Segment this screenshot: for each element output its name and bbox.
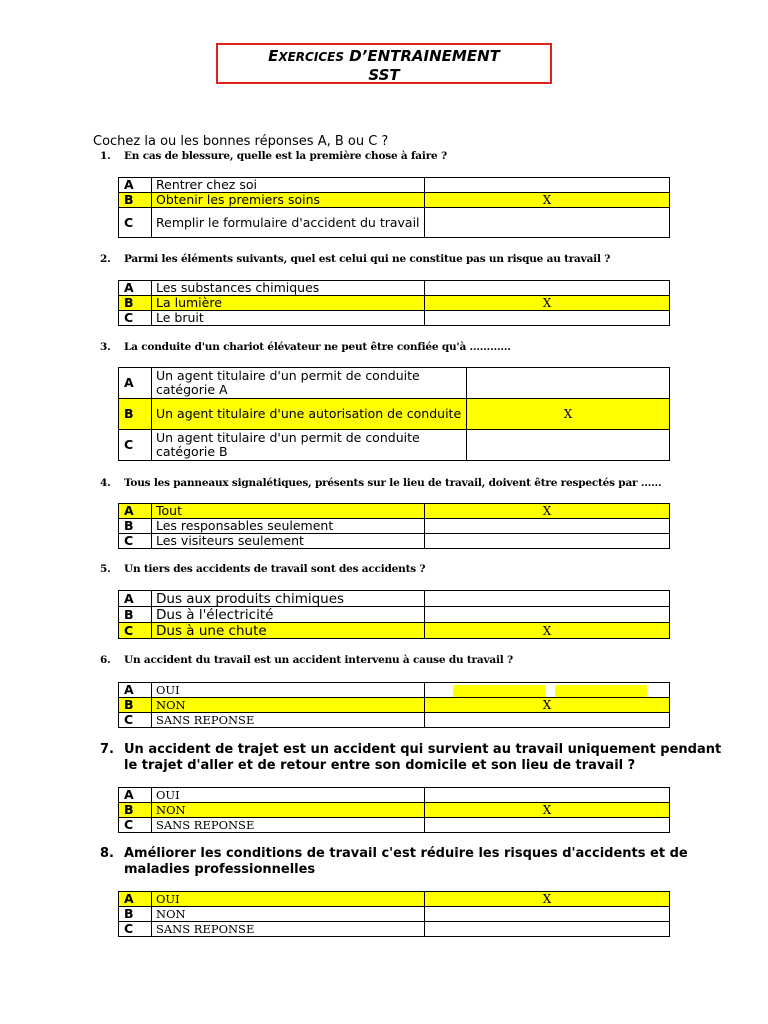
question-8 xyxy=(100,846,724,878)
answer-row[interactable] xyxy=(119,368,670,399)
answer-letter: B xyxy=(119,193,152,208)
answer-mark[interactable]: X xyxy=(425,504,670,519)
answer-text: Un agent titulaire d'un permit de conduite catégorie B xyxy=(152,430,467,461)
answer-mark[interactable]: X xyxy=(425,623,670,639)
answer-row[interactable] xyxy=(119,907,670,922)
answer-mark[interactable] xyxy=(425,907,670,922)
answer-text: La lumière xyxy=(152,296,425,311)
title-box xyxy=(216,43,552,84)
answer-letter: A xyxy=(119,683,152,698)
answer-text: OUI xyxy=(152,788,425,803)
question-text: Un accident de trajet est un accident qui survient au travail uniquement pendant le trajet d'aller et de retour entre son domicile et son lieu de travail ? xyxy=(124,742,722,773)
answer-mark[interactable] xyxy=(467,368,670,399)
answer-letter: C xyxy=(119,818,152,833)
answer-row[interactable] xyxy=(119,922,670,937)
answer-table-1 xyxy=(118,177,670,238)
answer-row[interactable] xyxy=(119,430,670,461)
question-number: 8. xyxy=(100,846,114,861)
answer-letter: C xyxy=(119,623,152,639)
answer-row[interactable] xyxy=(119,788,670,803)
answer-mark[interactable] xyxy=(425,591,670,607)
answer-mark[interactable] xyxy=(425,607,670,623)
answer-row[interactable] xyxy=(119,504,670,519)
highlight-strip-left xyxy=(453,685,545,697)
answer-table-2 xyxy=(118,280,670,326)
answer-mark[interactable] xyxy=(425,311,670,326)
answer-row[interactable] xyxy=(119,818,670,833)
answer-row[interactable] xyxy=(119,519,670,534)
question-number: 2. xyxy=(100,253,111,265)
answer-text: Rentrer chez soi xyxy=(152,178,425,193)
question-number: 1. xyxy=(100,150,111,162)
answer-mark[interactable]: X xyxy=(425,892,670,907)
answer-text: Les responsables seulement xyxy=(152,519,425,534)
answer-letter: B xyxy=(119,907,152,922)
answer-table-4 xyxy=(118,503,670,549)
title-smallcaps: XERCICES xyxy=(278,50,344,64)
question-4 xyxy=(100,477,661,489)
answer-text: Remplir le formulaire d'accident du travail xyxy=(152,208,425,238)
answer-letter: B xyxy=(119,399,152,430)
question-number: 3. xyxy=(100,341,111,353)
answer-text: Dus à l'électricité xyxy=(152,607,425,623)
question-1 xyxy=(100,150,447,162)
answer-mark[interactable] xyxy=(425,922,670,937)
answer-text: Un agent titulaire d'un permit de conduite catégorie A xyxy=(152,368,467,399)
highlight-strip-right xyxy=(555,685,647,697)
answer-mark[interactable] xyxy=(425,713,670,728)
answer-letter: B xyxy=(119,698,152,713)
answer-mark[interactable] xyxy=(425,534,670,549)
question-number: 7. xyxy=(100,742,114,757)
answer-row[interactable] xyxy=(119,892,670,907)
answer-mark[interactable]: X xyxy=(425,296,670,311)
answer-table-5 xyxy=(118,590,670,639)
answer-text: OUI xyxy=(152,892,425,907)
answer-row[interactable] xyxy=(119,178,670,193)
answer-table-3 xyxy=(118,367,670,461)
answer-mark[interactable] xyxy=(425,788,670,803)
question-text: Améliorer les conditions de travail c'est réduire les risques d'accidents et de maladies professionnelles xyxy=(124,846,688,877)
question-5 xyxy=(100,563,425,575)
answer-letter: C xyxy=(119,922,152,937)
answer-table-7 xyxy=(118,787,670,833)
answer-mark[interactable] xyxy=(425,519,670,534)
question-text: Tous les panneaux signalétiques, présents sur le lieu de travail, doivent être respectés par …… xyxy=(124,477,662,489)
answer-text: SANS REPONSE xyxy=(152,713,425,728)
question-text: Parmi les éléments suivants, quel est celui qui ne constitue pas un risque au travail ? xyxy=(124,253,611,265)
answer-text: Dus aux produits chimiques xyxy=(152,591,425,607)
title-line-1 xyxy=(218,47,550,66)
answer-letter: A xyxy=(119,591,152,607)
answer-text: OUI xyxy=(152,683,425,698)
answer-letter: C xyxy=(119,311,152,326)
answer-letter: C xyxy=(119,430,152,461)
answer-mark[interactable]: X xyxy=(425,193,670,208)
answer-mark[interactable] xyxy=(425,178,670,193)
question-text: En cas de blessure, quelle est la première chose à faire ? xyxy=(124,150,447,162)
answer-row[interactable] xyxy=(119,698,670,713)
answer-text: SANS REPONSE xyxy=(152,922,425,937)
answer-mark[interactable]: X xyxy=(467,399,670,430)
answer-row[interactable] xyxy=(119,534,670,549)
answer-mark[interactable] xyxy=(425,818,670,833)
instruction: Cochez la ou les bonnes réponses A, B ou C ? xyxy=(93,134,389,149)
answer-row[interactable] xyxy=(119,713,670,728)
question-text: Un tiers des accidents de travail sont des accidents ? xyxy=(124,563,426,575)
answer-row[interactable] xyxy=(119,193,670,208)
question-7 xyxy=(100,742,724,774)
answer-letter: A xyxy=(119,178,152,193)
title-end: D’ENTRAINEMENT xyxy=(343,47,500,65)
answer-text: Dus à une chute xyxy=(152,623,425,639)
answer-text: Un agent titulaire d'une autorisation de conduite xyxy=(152,399,467,430)
answer-row[interactable] xyxy=(119,281,670,296)
question-number: 4. xyxy=(100,477,111,489)
answer-text: Le bruit xyxy=(152,311,425,326)
answer-letter: B xyxy=(119,803,152,818)
answer-letter: A xyxy=(119,504,152,519)
answer-text: NON xyxy=(152,907,425,922)
answer-mark[interactable]: X xyxy=(425,698,670,713)
answer-row[interactable] xyxy=(119,623,670,639)
answer-mark[interactable] xyxy=(425,208,670,238)
question-number: 6. xyxy=(100,654,111,666)
title-line-2: SST xyxy=(368,66,400,84)
answer-letter: B xyxy=(119,519,152,534)
title-initial: E xyxy=(268,47,279,65)
answer-row[interactable] xyxy=(119,803,670,818)
question-text: Un accident du travail est un accident intervenu à cause du travail ? xyxy=(124,654,513,666)
answer-row[interactable] xyxy=(119,591,670,607)
question-2 xyxy=(100,253,610,265)
answer-letter: B xyxy=(119,296,152,311)
answer-row[interactable] xyxy=(119,607,670,623)
answer-text: Les visiteurs seulement xyxy=(152,534,425,549)
answer-letter: A xyxy=(119,788,152,803)
answer-text: Obtenir les premiers soins xyxy=(152,193,425,208)
answer-row[interactable] xyxy=(119,208,670,238)
question-6 xyxy=(100,654,513,666)
answer-letter: C xyxy=(119,713,152,728)
answer-text: Les substances chimiques xyxy=(152,281,425,296)
question-3 xyxy=(100,341,511,353)
answer-table-8 xyxy=(118,891,670,937)
answer-mark[interactable] xyxy=(425,281,670,296)
question-text: La conduite d'un chariot élévateur ne peut être confiée qu'à ………… xyxy=(124,341,511,353)
answer-text: NON xyxy=(152,698,425,713)
answer-mark[interactable] xyxy=(467,430,670,461)
answer-mark[interactable]: X xyxy=(425,803,670,818)
answer-text: NON xyxy=(152,803,425,818)
answer-letter: C xyxy=(119,534,152,549)
answer-row[interactable] xyxy=(119,399,670,430)
answer-letter: A xyxy=(119,281,152,296)
answer-row[interactable] xyxy=(119,311,670,326)
answer-text: SANS REPONSE xyxy=(152,818,425,833)
answer-letter: B xyxy=(119,607,152,623)
question-number: 5. xyxy=(100,563,111,575)
answer-letter: A xyxy=(119,368,152,399)
answer-row[interactable] xyxy=(119,296,670,311)
answer-letter: A xyxy=(119,892,152,907)
answer-letter: C xyxy=(119,208,152,238)
answer-text: Tout xyxy=(152,504,425,519)
